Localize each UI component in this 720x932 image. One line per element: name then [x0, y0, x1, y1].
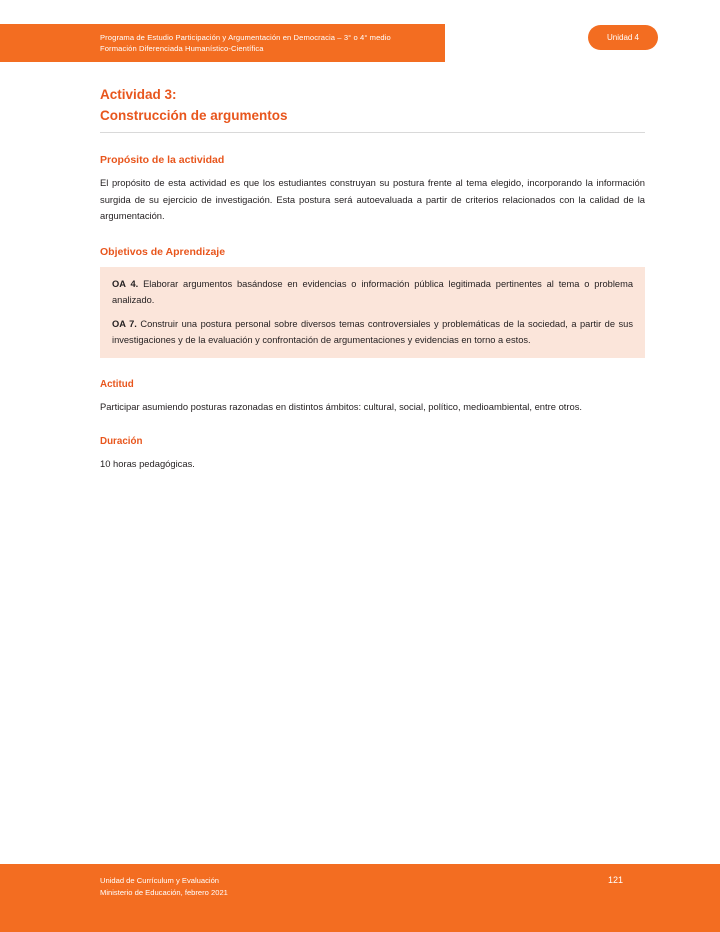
footer-text-block — [100, 875, 228, 898]
oa-code: OA 4. — [112, 278, 139, 289]
unit-badge: Unidad 4 — [588, 25, 658, 50]
duration-heading: Duración — [100, 435, 143, 447]
page-content — [100, 84, 645, 472]
page-header-band — [0, 24, 445, 62]
oa-text: Construir una postura personal sobre diversos temas controversiales y problemáticas de la sociedad, a partir de sus investigaciones y de la evaluación y confrontación de argumentaciones y evidencias en torno a estos. — [112, 318, 633, 345]
purpose-text: El propósito de esta actividad es que los estudiantes construyan su postura frente al tema elegido, incorporando la información surgida de su ejercicio de investigación. Esta postura será autoevaluada a partir de criterios relacionados con la calidad de la argumentación. — [100, 177, 645, 221]
title-divider — [100, 132, 645, 133]
activity-number: Actividad 3: — [100, 87, 177, 102]
learning-objective-item — [112, 276, 633, 308]
learning-objective-item — [112, 316, 633, 348]
learning-objectives-heading: Objetivos de Aprendizaje — [100, 245, 226, 258]
learning-objectives-box — [100, 267, 645, 358]
footer-unit-line: Unidad de Currículum y Evaluación — [100, 876, 220, 885]
header-program-line: Programa de Estudio Participación y Argumentación en Democracia – 3° o 4° medio — [100, 33, 391, 42]
purpose-heading: Propósito de la actividad — [100, 154, 225, 166]
attitude-heading: Actitud — [100, 378, 134, 390]
oa-code: OA 7. — [112, 318, 137, 329]
page-number: 121 — [607, 875, 623, 885]
footer-ministry-line: Ministerio de Educación, febrero 2021 — [100, 887, 228, 897]
attitude-text: Participar asumiendo posturas razonadas en distintos ámbitos: cultural, social, político, medioambiental, entre otros. — [100, 400, 583, 412]
footer-content — [100, 875, 645, 898]
oa-text: Elaborar argumentos basándose en evidencias o información pública legitimada pertinentes al tema o problema analizado. — [112, 278, 634, 305]
header-formation-line: Formación Diferenciada Humanístico-Científica — [100, 44, 264, 53]
page-footer-band — [0, 864, 720, 932]
duration-text: 10 horas pedagógicas. — [100, 457, 195, 469]
activity-title: Construcción de argumentos — [100, 108, 288, 123]
